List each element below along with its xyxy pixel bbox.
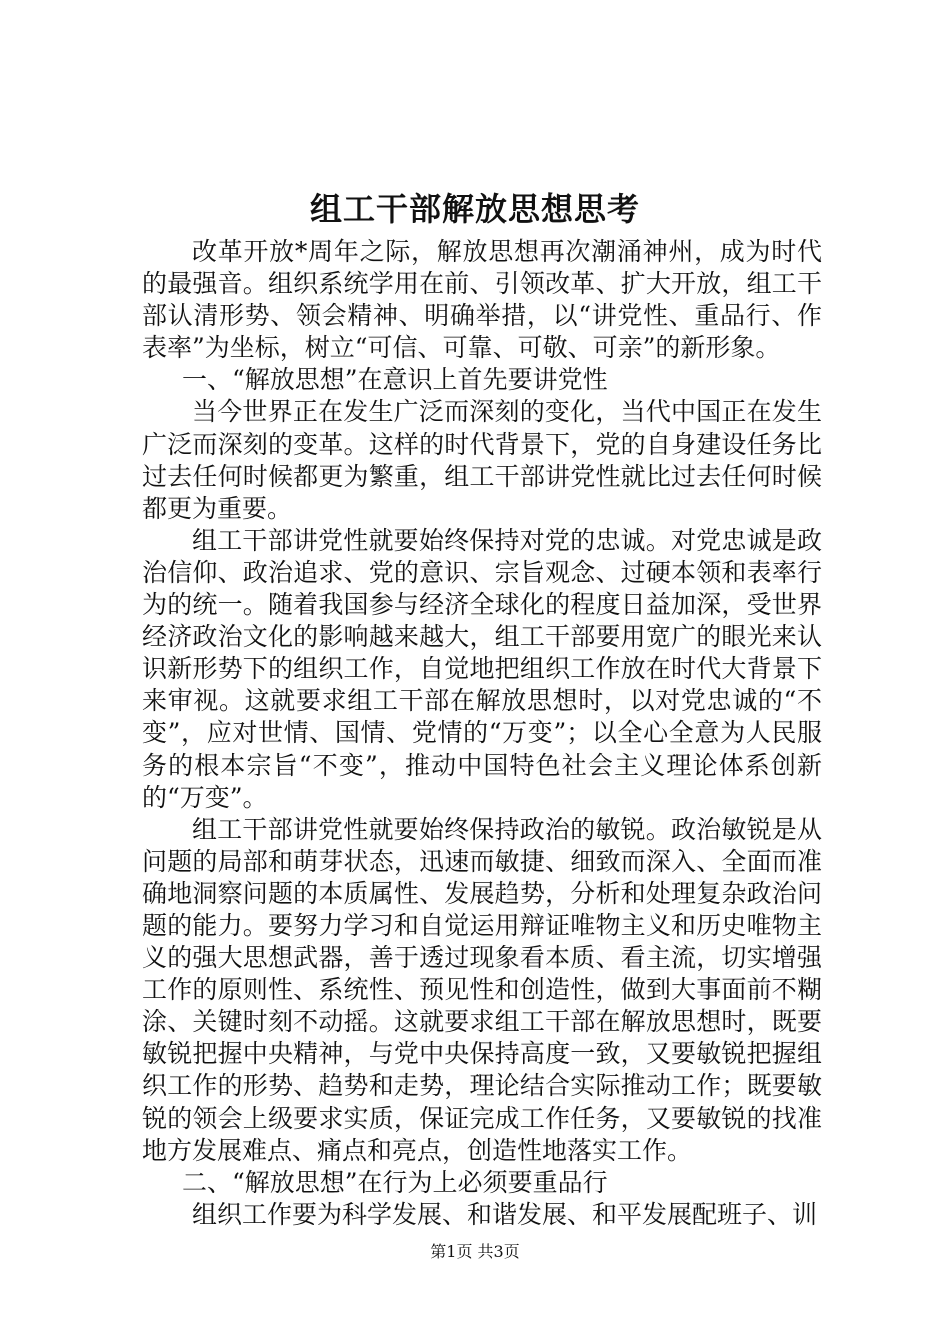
page-title: 组工干部解放思想思考 <box>309 190 640 228</box>
paragraph: 组织工作要为科学发展、和谐发展、和平发展配班子、训 <box>192 1199 818 1229</box>
paragraph-intro: 改革开放*周年之际，解放思想再次潮涌神州，成为时代的最强音。组织系统学用在前、引领改革、扩大开放，组工干部认清形势、领会精神、明确举措，以“讲党性、重品行、作表率”为坐标，树立“可信、可靠、可敬、可亲”的新形象。 <box>142 237 822 363</box>
section-heading-2: 二、“解放思想”在行为上必须要重品行 <box>182 1167 608 1197</box>
page-footer: 第1页 共3页 <box>430 1242 520 1261</box>
paragraph: 组工干部讲党性就要始终保持对党的忠诚。对党忠诚是政治信仰、政治追求、党的意识、宗旨观念、过硬本领和表率行为的统一。随着我国参与经济全球化的程度日益加深，受世界经济政治文化的影响越来越大，组工干部要用宽广的眼光来认识新形势下的组织工作，自觉地把组织工作放在时代大背景下来审视。这就要求组工干部在解放思想时，以对党忠诚的“不变”，应对世情、国情、党情的“万变”；以全心全意为人民服务的根本宗旨“不变”，推动中国特色社会主义理论体系创新的“万变”。 <box>142 525 822 812</box>
paragraph: 当今世界正在发生广泛而深刻的变化，当代中国正在发生广泛而深刻的变革。这样的时代背景下，党的自身建设任务比过去任何时候都更为繁重，组工干部讲党性就比过去任何时候都更为重要。 <box>142 397 822 523</box>
section-heading-1: 一、“解放思想”在意识上首先要讲党性 <box>182 365 608 395</box>
document-body <box>142 236 822 1231</box>
paragraph: 组工干部讲党性就要始终保持政治的敏锐。政治敏锐是从问题的局部和萌芽状态，迅速而敏捷、细致而深入、全面而准确地洞察问题的本质属性、发展趋势，分析和处理复杂政治问题的能力。要努力学习和自觉运用辩证唯物主义和历史唯物主义的强大思想武器，善于透过现象看本质、看主流，切实增强工作的原则性、系统性、预见性和创造性，做到大事面前不糊涂、关键时刻不动摇。这就要求组工干部在解放思想时，既要敏锐把握中央精神，与党中央保持高度一致，又要敏锐把握组织工作的形势、趋势和走势，理论结合实际推动工作；既要敏锐的领会上级要求实质，保证完成工作任务，又要敏锐的找准地方发展难点、痛点和亮点，创造性地落实工作。 <box>142 814 822 1165</box>
